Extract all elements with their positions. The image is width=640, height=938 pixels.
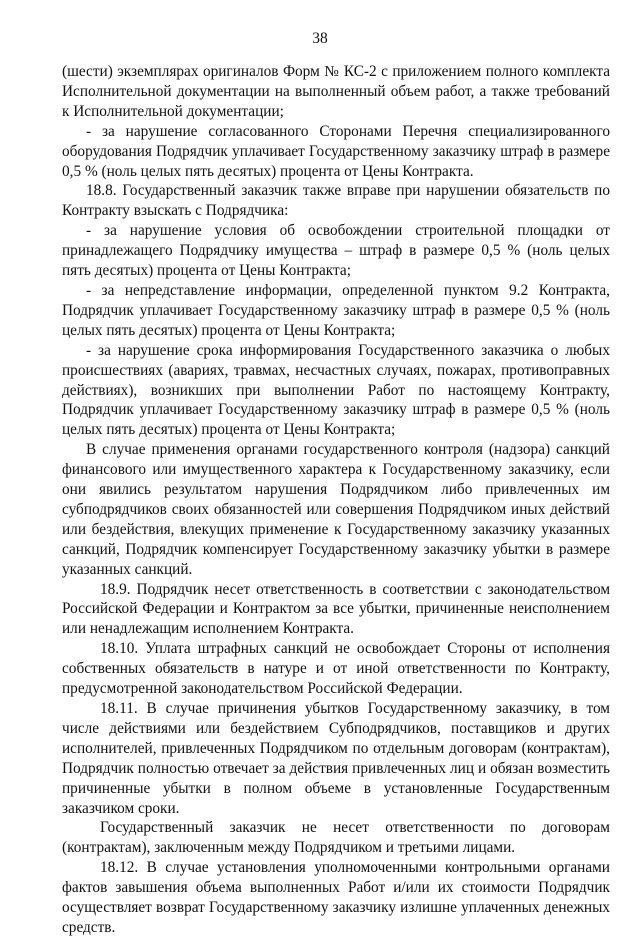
paragraph: 18.9. Подрядчик несет ответственность в соответствии с законодательством Российской Федерации и Контрактом за все убытки, причиненные неисполнением или ненадлежащим исполнением Контракта. <box>62 580 610 638</box>
paragraph: 18.12. В случае установления уполномоченными контрольными органами фактов завышения объема выполненных Работ и/или их стоимости Подрядчик осуществляет возврат Государственному заказчику излишне уплаченных денежных средств. <box>62 859 610 936</box>
paragraph: - за непредставление информации, определенной пунктом 9.2 Контракта, Подрядчик уплачивает Государственному заказчику штраф в размере 0,5 % (ноль целых пять десятых) процента от Цены Контракта; <box>62 281 610 339</box>
paragraph: 18.11. В случае причинения убытков Государственному заказчику, в том числе действиями или бездействием Субподрядчиков, поставщиков и других исполнителей, привлеченных Подрядчиком по отдельным договорам (контрактам), Подрядчик полностью отвечает за действия привлеченных лиц и обязан возместить причиненные убытки в полном объеме в установленные Государственным заказчиком сроки. <box>62 700 610 817</box>
paragraph: В случае применения органами государственного контроля (надзора) санкций финансового или имущественного характера к Государственному заказчику, если они явились результатом нарушения Подрядчиком либо привлеченных им субподрядчиков своих обязанностей или совершения Подрядчиком иных действий или бездействия, влекущих применение к Государственному заказчику указанных санкций, Подрядчик компенсирует Государственному заказчику убытки в размере указанных санкций. <box>62 441 610 578</box>
paragraph: - за нарушение условия об освобождении строительной площадки от принадлежащего Подрядчику имущества – штраф в размере 0,5 % (ноль целых пять десятых) процента от Цены Контракта; <box>62 222 610 280</box>
paragraph: - за нарушение срока информирования Государственного заказчика о любых происшествиях (авариях, травмах, несчастных случаях, пожарах, противоправных действиях), возникших при выполнении Работ по настоящему Контракту, Подрядчик уплачивает Государственному заказчику штраф в размере 0,5 % (ноль целых пять десятых) процента от Цены Контракта; <box>62 341 610 439</box>
paragraph: (шести) экземплярах оригиналов Форм № КС-2 с приложением полного комплекта Исполнительной документации на выполненный объем работ, а также требований к Исполнительной документации; <box>62 63 610 120</box>
paragraph: - за нарушение согласованного Сторонами Перечня специализированного оборудования Подрядчик уплачивает Государственному заказчику штраф в размере 0,5 % (ноль целых пять десятых) процента от Цены Контракта. <box>62 122 610 180</box>
page-number: 38 <box>312 30 328 47</box>
document-body <box>62 62 610 938</box>
paragraph: Государственный заказчик не несет ответственности по договорам (контрактам), заключенным между Подрядчиком и третьими лицами. <box>62 819 610 857</box>
paragraph: 18.10. Уплата штрафных санкций не освобождает Стороны от исполнения собственных обязательств в натуре и от иной ответственности по Контракту, предусмотренной законодательством Российской Федерации. <box>62 640 610 698</box>
paragraph: 18.8. Государственный заказчик также вправе при нарушении обязательств по Контракту взыскать с Подрядчика: <box>62 182 610 220</box>
